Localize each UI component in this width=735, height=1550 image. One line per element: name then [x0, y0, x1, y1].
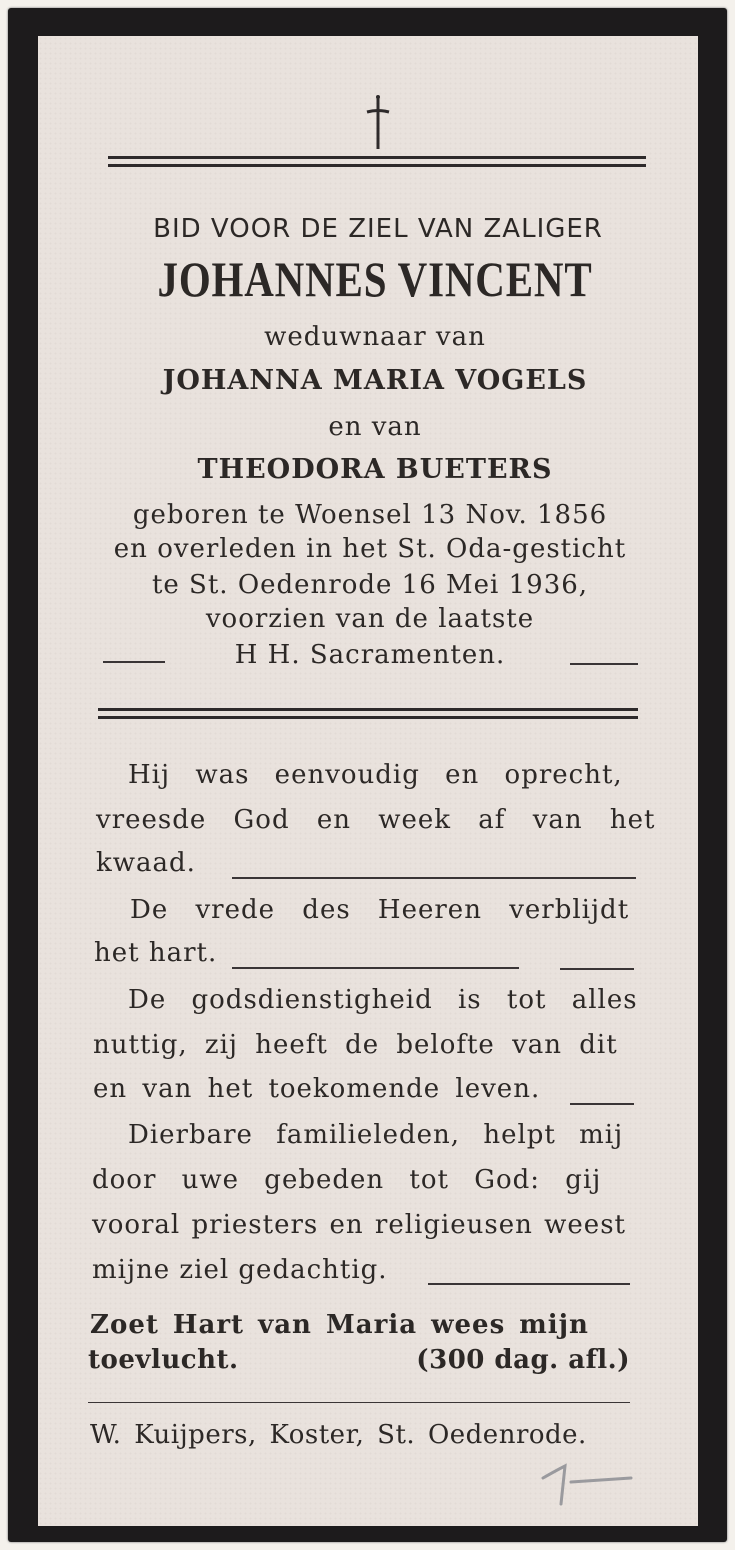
- verse-text: Hij was eenvoudig en oprecht,: [128, 760, 623, 790]
- birth-line: geboren te Woensel 13 Nov. 1856: [132, 500, 608, 530]
- verse-line: [96, 848, 636, 878]
- printer-text: W. Kuijpers, Koster, St. Oedenrode.: [90, 1420, 587, 1450]
- deceased-name: JOHANNES VINCENT: [157, 251, 593, 307]
- cross-icon: [358, 95, 398, 151]
- fill-rule: [560, 968, 634, 970]
- verse-text: het hart.: [94, 938, 218, 968]
- fill-rule: [570, 1103, 634, 1105]
- verse-text: door uwe gebeden tot God: gij: [92, 1165, 602, 1195]
- verse-line: [130, 895, 670, 925]
- death-line: en overleden in het St. Oda-gesticht: [113, 534, 627, 564]
- sacraments-title: H H. Sacramenten.: [234, 640, 506, 670]
- sacraments-line: voorzien van de laatste: [205, 604, 535, 634]
- verse-line: [93, 1030, 633, 1060]
- prayer-text: toevlucht.: [88, 1345, 239, 1375]
- prayer-line-2: [88, 1345, 630, 1375]
- verse-line: [94, 938, 634, 968]
- handwritten-mark: [535, 1460, 635, 1510]
- verse-line: [92, 1165, 632, 1195]
- verse-text: De godsdienstigheid is tot alles: [128, 985, 638, 1015]
- verse-line: [92, 1255, 632, 1285]
- top-double-rule: [108, 156, 646, 168]
- second-spouse-name: THEODORA BUETERS: [197, 454, 553, 485]
- widower-of-label: weduwnaar van: [264, 322, 486, 352]
- verse-text: De vrede des Heeren verblijdt: [130, 895, 630, 925]
- verse-line: [128, 760, 636, 790]
- verse-line: [92, 1210, 632, 1240]
- verse-text: nuttig, zij heeft de belofte van dit: [93, 1030, 618, 1060]
- verse-text: Dierbare familieleden, helpt mij: [128, 1120, 624, 1150]
- intro-line: BID VOOR DE ZIEL VAN ZALIGER: [153, 214, 603, 244]
- verse-text: mijne ziel gedachtig.: [92, 1255, 388, 1285]
- first-spouse-name: JOHANNA MARIA VOGELS: [162, 365, 588, 396]
- and-of-label: en van: [328, 412, 422, 442]
- verse-text: vooral priesters en religieusen weest: [92, 1210, 626, 1240]
- printer-line: [90, 1420, 630, 1450]
- fill-rule: [232, 877, 636, 879]
- fill-rule: [428, 1283, 630, 1285]
- prayer-line: [90, 1310, 630, 1340]
- indulgence-note: (300 dag. afl.): [416, 1345, 630, 1375]
- verse-text: kwaad.: [96, 848, 196, 878]
- fill-rule: [232, 967, 519, 969]
- verse-line: [128, 985, 668, 1015]
- verse-line: [128, 1120, 668, 1150]
- middle-double-rule: [98, 708, 638, 720]
- short-rule-right: [570, 663, 638, 665]
- bottom-rule: [88, 1402, 630, 1403]
- verse-text: en van het toekomende leven.: [93, 1074, 541, 1104]
- verse-line: [96, 805, 656, 835]
- verse-text: vreesde God en week af van het: [96, 805, 656, 835]
- verse-line: [93, 1074, 633, 1104]
- death-place-line: te St. Oedenrode 16 Mei 1936,: [151, 570, 589, 600]
- prayer-text: Zoet Hart van Maria wees mijn: [90, 1310, 589, 1340]
